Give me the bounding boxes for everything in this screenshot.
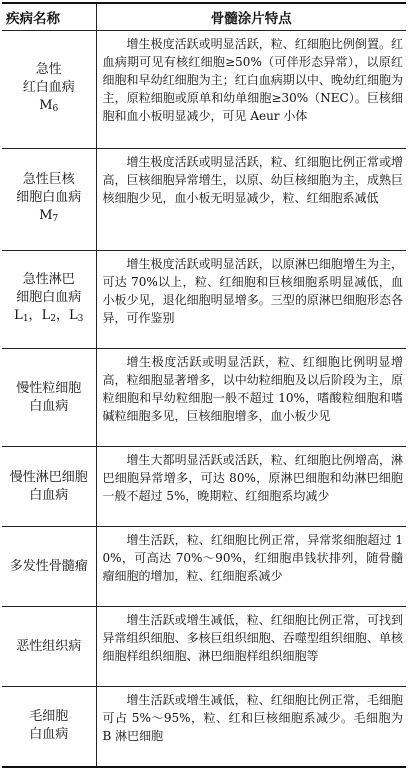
marrow-features-cell (96, 149, 406, 251)
disease-code: $M_6$ (39, 98, 59, 114)
marrow-features-text: 增生极度活跃或明显活跃，以原淋巴细胞增生为主，可达 70%以上，粒、红细胞和巨核细胞系明显减低，血小板少见，退化细胞明显增多。三型的原淋巴细胞形态各异，可作鉴别 (102, 257, 403, 325)
marrow-features-cell (96, 349, 406, 447)
marrow-features-cell (96, 607, 406, 687)
marrow-features-cell (96, 251, 406, 349)
table-row (2, 251, 406, 349)
disease-code: $M_7$ (39, 208, 59, 224)
disease-name-line: 慢性淋巴细胞 (9, 469, 88, 485)
table-row (2, 527, 406, 607)
disease-name-cell (2, 31, 96, 149)
disease-name-line: 急性巨核 (22, 172, 75, 187)
disease-name-cell (2, 251, 96, 349)
disease-name-line: 恶性组织病 (16, 638, 82, 654)
disease-name-cell (2, 607, 96, 687)
disease-name-cell (2, 687, 96, 767)
marrow-features-cell (96, 31, 406, 149)
marrow-features-text: 增生活跃或增生减低，粒、红细胞比例正常，毛细胞可占 5%～95%，粒、红和巨核细胞系减少。毛细胞为 B 淋巴细胞 (102, 693, 403, 743)
marrow-features-cell (96, 447, 406, 527)
marrow-features-cell (96, 527, 406, 607)
header-disease-name: 疾病名称 (2, 3, 96, 31)
disease-name-line: 急性淋巴 (22, 272, 75, 287)
disease-name-line: 红白血病 (22, 80, 75, 95)
disease-name-line: 慢性粒细胞 (16, 380, 82, 396)
table-row (2, 447, 406, 527)
table-row (2, 149, 406, 251)
table-row (2, 687, 406, 767)
disease-name-cell (2, 447, 96, 527)
marrow-features-text: 增生活跃，粒、红细胞比例正常，异常浆细胞超过 10%，可高达 70%～90%，红细胞串钱状排列，随骨髓瘤细胞的增加，粒、红细胞系减少 (102, 533, 403, 583)
disease-name-cell (2, 527, 96, 607)
disease-code: $L_1$，$L_2$，$L_3$ (14, 308, 84, 324)
marrow-features-text: 增生极度活跃或明显活跃，粒、红细胞比例倒置。红血病期可见有核红细胞≥50%（可伴形态异常），以原红细胞和早幼红细胞为主；红白血病期以中、晚幼红细胞为主，原粒细胞或原单和幼单细胞≥30%（NEC）。巨核细胞和血小板明显减少，可见 Aeur 小体 (102, 37, 403, 123)
disease-name-line: 细胞白血病 (16, 290, 82, 305)
marrow-features-text: 增生活跃或增生减低，粒、红细胞比例正常，可找到异常组织细胞、多核巨组织细胞、吞噬型组织细胞、单核细胞样组织细胞、淋巴细胞样组织细胞等 (102, 613, 403, 663)
disease-name-line: 白血病 (29, 727, 69, 743)
disease-name-line: 白血病 (29, 398, 69, 414)
table-header-row (2, 3, 406, 31)
disease-name-line: 多发性骨髓瘤 (9, 558, 88, 574)
disease-name-line: 白血病 (29, 487, 69, 503)
document-table-page (2, 2, 406, 768)
table-row (2, 31, 406, 149)
disease-name-line: 毛细胞 (29, 709, 69, 725)
table-row (2, 607, 406, 687)
marrow-features-text: 增生极度活跃或明显活跃，粒、红细胞比例正常或增高，巨核细胞异常增生，以原、幼巨核细胞为主，成熟巨核细胞少见，血小板无明显减少，粒、红细胞系减低 (102, 155, 403, 205)
disease-name-line: 急性 (35, 62, 62, 77)
bone-marrow-table (2, 2, 406, 768)
table-row (2, 349, 406, 447)
marrow-features-cell (96, 687, 406, 767)
marrow-features-text: 增生大都明显活跃或活跃，粒、红细胞比例增高，淋巴细胞异常增多，可达 80%，原淋巴细胞和幼淋巴细胞一般不超过 5%，晚期粒、红细胞系均减少 (102, 453, 403, 503)
disease-name-line: 细胞白血病 (16, 190, 82, 205)
disease-name-cell (2, 149, 96, 251)
header-marrow-features: 骨髓涂片特点 (96, 3, 406, 31)
disease-name-cell (2, 349, 96, 447)
marrow-features-text: 增生极度活跃或明显活跃，粒、红细胞比例明显增高，粒细胞显著增多，以中幼粒细胞及以后阶段为主，原粒细胞和早幼粒细胞一般不超过 10%，嗜酸粒细胞和嗜碱粒细胞多见，巨核细胞增多，血小板少见 (102, 355, 403, 423)
